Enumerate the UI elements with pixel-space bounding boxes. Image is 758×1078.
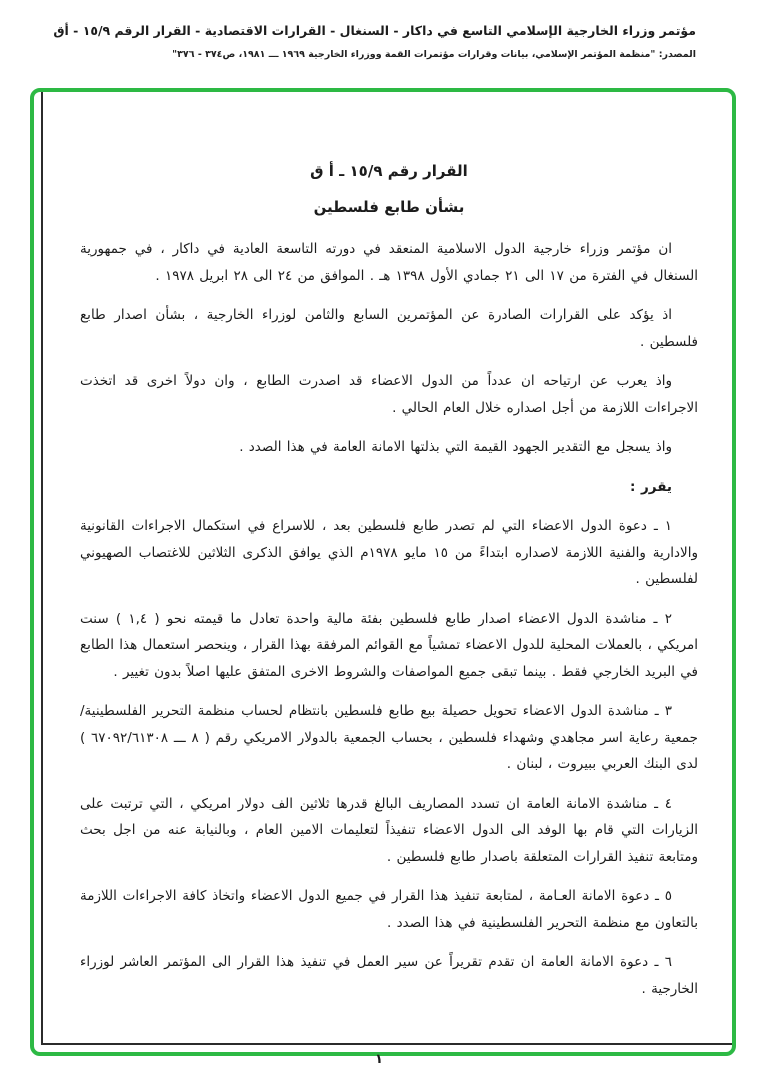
preamble-paragraph-1: ان مؤتمر وزراء خارجية الدول الاسلامية المنعقد في دورته التاسعة العادية في داكار ، في جمهورية السنغال في الفترة من ١٧ الى ٢١ جمادي الأول ١٣٩٨ هـ . الموافق من ٢٤ الى ٢٨ ابريل ١٩٧٨ . bbox=[80, 241, 698, 284]
resolution-body bbox=[34, 92, 732, 1052]
resolution-number-title: القرار رقم ١٥/٩ ـ أ ق bbox=[310, 162, 468, 180]
resolution-item-5: ٥ ـ دعوة الامانة العـامة ، لمتابعة تنفيذ هذا القرار في جميع الدول الاعضاء واتخاذ كافة الاجراءات اللازمة بالتعاون مع منظمة التحرير الفلسطينية في هذا الصدد . bbox=[80, 888, 698, 931]
resolution-item-4: ٤ ـ مناشدة الامانة العامة ان تسدد المصاريف البالغ قدرها ثلاثين الف دولار امريكي ، التي ترتبت على الزيارات التي قام بها الوفد الى الدول الاعضاء تنفيذاً لتعليمات الامين العام ، وبالنيابة عنه من اجل بحث ومتابعة تنفيذ القرارات المتعلقة باصدار طابع فلسطين . bbox=[80, 795, 698, 865]
preamble-paragraph-2: اذ يؤكد على القرارات الصادرة عن المؤتمرين السابع والثامن لوزراء الخارجية ، بشأن اصدار طابع فلسطين . bbox=[80, 307, 698, 350]
green-frame bbox=[30, 88, 736, 1056]
preamble-paragraph-3: واذ يعرب عن ارتياحه ان عدداً من الدول الاعضاء قد اصدرت الطابع ، وان دولاً اخرى قد اتخذت الاجراءات اللازمة من أجل اصداره خلال العام الحالي . bbox=[80, 373, 698, 416]
header-source: المصدر: "منظمة المؤتمر الإسلامي، بيانات وقرارات مؤتمرات القمة ووزراء الخارجية ١٩٦٩ ـــ ١٩٨١، ص٣٧٤ - ٣٧٦" bbox=[172, 48, 696, 60]
preamble-paragraph-4: واذ يسجل مع التقدير الجهود القيمة التي بذلتها الامانة العامة في هذا الصدد . bbox=[239, 439, 672, 455]
resolution-item-1: ١ ـ دعوة الدول الاعضاء التي لم تصدر طابع فلسطين بعد ، للاسراع في استكمال الاجراءات القانونية والادارية والفنية اللازمة لاصداره ابتداءً من ١٥ مايو ١٩٧٨م الذي يوافق الذكرى الثلاثين للاغتصاب الصهيوني لفلسطين . bbox=[80, 518, 698, 587]
header-title: مؤتمر وزراء الخارجية الإسلامي التاسع في داكار - السنغال - القرارات الاقتصادية - القرار الرقم ١٥/٩ - أق bbox=[53, 23, 696, 38]
resolution-item-3: ٣ ـ مناشدة الدول الاعضاء تحويل حصيلة بيع طابع فلسطين بانتظام لحساب منظمة التحرير الفلسطينية/ جمعية رعاية اسر مجاهدي وشهداء فلسطين ، بحساب الجمعية بالدولار الامريكي رقم ( ٨ ـــ ٦٧٠٩٢/٦١٣٠٨ ) لدى البنك العربي ببيروت ، لبنان . bbox=[80, 703, 698, 772]
document-header bbox=[53, 22, 696, 60]
resolution-item-6: ٦ ـ دعوة الامانة العامة ان تقدم تقريراً عن سير العمل في تنفيذ هذا القرار الى المؤتمر العاشر لوزراء الخارجية . bbox=[80, 954, 698, 997]
decision-label: يقرر : bbox=[629, 478, 672, 495]
resolution-subject-title: بشأن طابع فلسطين bbox=[313, 198, 465, 216]
page-number: ١ bbox=[375, 1052, 383, 1067]
resolution-item-2: ٢ ـ مناشدة الدول الاعضاء اصدار طابع فلسطين بفئة مالية واحدة تعادل ما قيمته نحو ( ١,٤ ) سنت امريكي ، بالعملات المحلية للدول الاعضاء تمشياً مع القوائم المرفقة بهذا القرار ، وينحصر استعمال هذا الطابع في البريد الخارجي فقط . بينما تبقى جميع المواصفات والشروط الاخرى المتفق عليها اصلاً بدون تغيير . bbox=[80, 610, 698, 680]
